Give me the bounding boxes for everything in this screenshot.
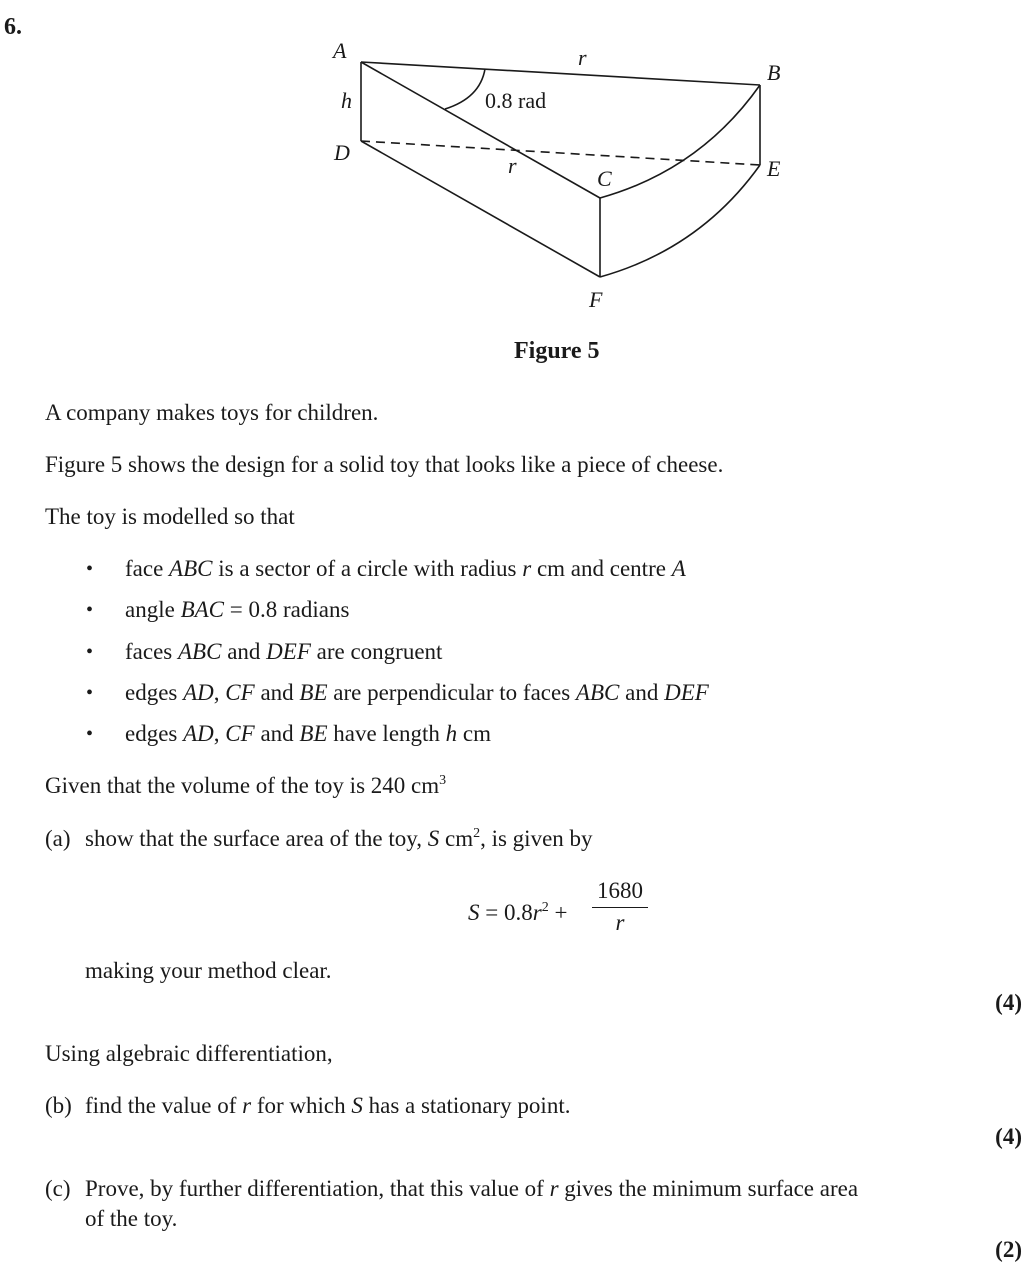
intro-line-1: A company makes toys for children.: [45, 400, 379, 425]
part-c-marks: (2): [995, 1237, 1022, 1262]
bullet-icon: •: [86, 682, 94, 704]
bullet-item-3: faces ABC and DEF are congruent: [125, 639, 443, 664]
bullet-icon: •: [86, 641, 94, 663]
part-b-label: (b): [45, 1093, 72, 1118]
label-r-mid: r: [508, 153, 517, 178]
part-a-after: making your method clear.: [85, 958, 332, 983]
part-a-label: (a): [45, 826, 71, 851]
label-D: D: [334, 140, 350, 165]
edge-ab: [361, 62, 760, 85]
formula-fraction: $\frac{1680}{r}$: [592, 878, 648, 936]
label-h: h: [341, 88, 352, 113]
bullet-item-4: edges AD, CF and BE are perpendicular to faces ABC and DEF: [125, 680, 709, 705]
arc-cb: [600, 85, 760, 198]
part-b-preamble: Using algebraic differentiation,: [45, 1041, 333, 1066]
label-E: E: [767, 156, 781, 181]
label-A: A: [333, 38, 347, 63]
bullet-item-5: edges AD, CF and BE have length h cm: [125, 721, 492, 746]
label-angle: 0.8 rad: [485, 88, 547, 113]
figure-5-diagram: [0, 0, 1030, 330]
label-B: B: [767, 60, 781, 85]
part-c-text-line2: of the toy.: [85, 1206, 178, 1231]
bullet-icon: •: [86, 558, 94, 580]
part-c-label: (c): [45, 1176, 71, 1201]
part-b-marks: (4): [995, 1124, 1022, 1149]
intro-line-2: Figure 5 shows the design for a solid toy that looks like a piece of cheese.: [45, 452, 724, 477]
part-a-marks: (4): [995, 990, 1022, 1015]
bullet-icon: •: [86, 599, 94, 621]
question-number: 6.: [4, 14, 22, 40]
hidden-edge-de: [361, 141, 760, 165]
arc-fe: [600, 165, 760, 277]
edge-df: [361, 141, 600, 277]
label-C: C: [597, 166, 612, 191]
label-r-top: r: [578, 45, 587, 70]
label-F: F: [589, 287, 603, 312]
part-b-text: find the value of r for which S has a stationary point.: [85, 1093, 571, 1118]
formula-lhs: $S = 0.8r^2$ +: [468, 900, 568, 925]
angle-arc: [445, 69, 485, 109]
intro-line-3: The toy is modelled so that: [45, 504, 295, 529]
given-statement: Given that the volume of the toy is 240 $cm^3$: [45, 773, 447, 798]
surface-area-formula: [468, 878, 668, 948]
part-c-text: Prove, by further differentiation, that this value of r gives the minimum surface area: [85, 1176, 859, 1201]
bullet-item-2: angle BAC = 0.8 radians: [125, 597, 350, 622]
part-a-text: show that the surface area of the toy, S $cm^2$, is given by: [85, 826, 593, 851]
bullet-icon: •: [86, 723, 94, 745]
bullet-item-1: face ABC is a sector of a circle with radius r cm and centre A: [125, 556, 686, 581]
cheese-solid-edges: [361, 62, 760, 277]
figure-caption: Figure 5: [514, 338, 600, 364]
